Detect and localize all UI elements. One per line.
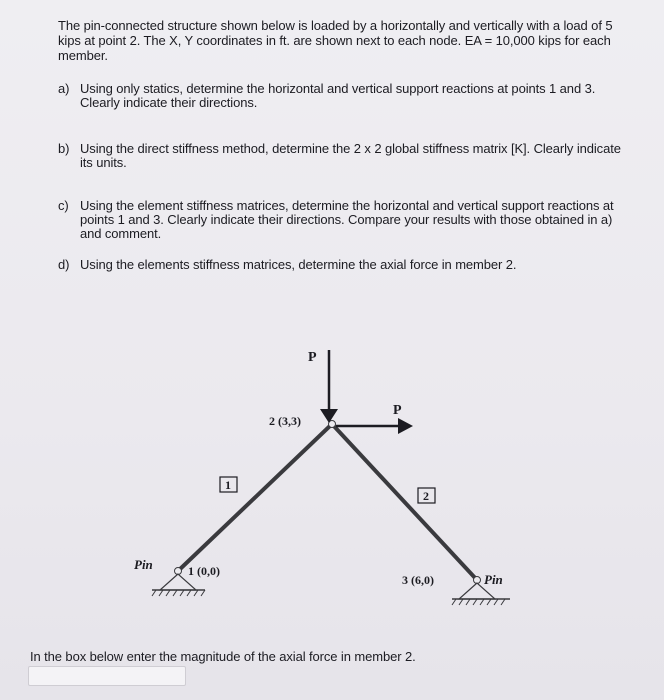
question-c-text: Using the element stiffness matrices, determine the horizontal and vertical support reactions at points 1 and 3. Clearly indicate their directions. Compare your results with those obtained in a) and comment. — [80, 198, 614, 241]
support-right-label: Pin — [484, 572, 503, 587]
question-b-label: b) — [58, 141, 70, 156]
vertical-load-arrow-icon — [320, 409, 338, 423]
problem-intro: The pin-connected structure shown below is loaded by a horizontally and vertically with a load of 5 kips at point 2. The X, Y coordinates in ft. are shown next to each node. EA = 10,000 kips for each member. — [58, 18, 613, 63]
member-2-label: 2 — [423, 489, 429, 503]
horizontal-load-arrow-icon — [398, 418, 413, 434]
answer-prompt: In the box below enter the magnitude of the axial force in member 2. — [30, 649, 416, 664]
question-a-label: a) — [58, 81, 70, 96]
node-3-label: 3 (6,0) — [402, 573, 434, 587]
truss-figure — [0, 330, 664, 630]
support-left-label: Pin — [134, 557, 153, 572]
question-b-text: Using the direct stiffness method, determine the 2 x 2 global stiffness matrix [K]. Clearly indicate its units. — [80, 141, 621, 170]
axial-force-answer-input[interactable] — [28, 666, 186, 686]
question-a-text: Using only statics, determine the horizontal and vertical support reactions at points 1 and 3. Clearly indicate their directions. — [80, 81, 596, 110]
question-a — [58, 82, 628, 110]
member-1 — [178, 424, 332, 571]
question-d-label: d) — [58, 257, 70, 272]
question-d-text: Using the elements stiffness matrices, determine the axial force in member 2. — [80, 257, 517, 272]
member-1-label: 1 — [225, 478, 231, 492]
vertical-load-label: P — [308, 350, 317, 365]
horizontal-load-label: P — [393, 403, 402, 418]
question-d — [58, 258, 628, 272]
node-2-label: 2 (3,3) — [269, 414, 301, 428]
question-c-label: c) — [58, 198, 69, 213]
member-2 — [332, 424, 477, 580]
node-1-label: 1 (0,0) — [188, 564, 220, 578]
question-c — [58, 199, 628, 241]
question-b — [58, 142, 628, 170]
